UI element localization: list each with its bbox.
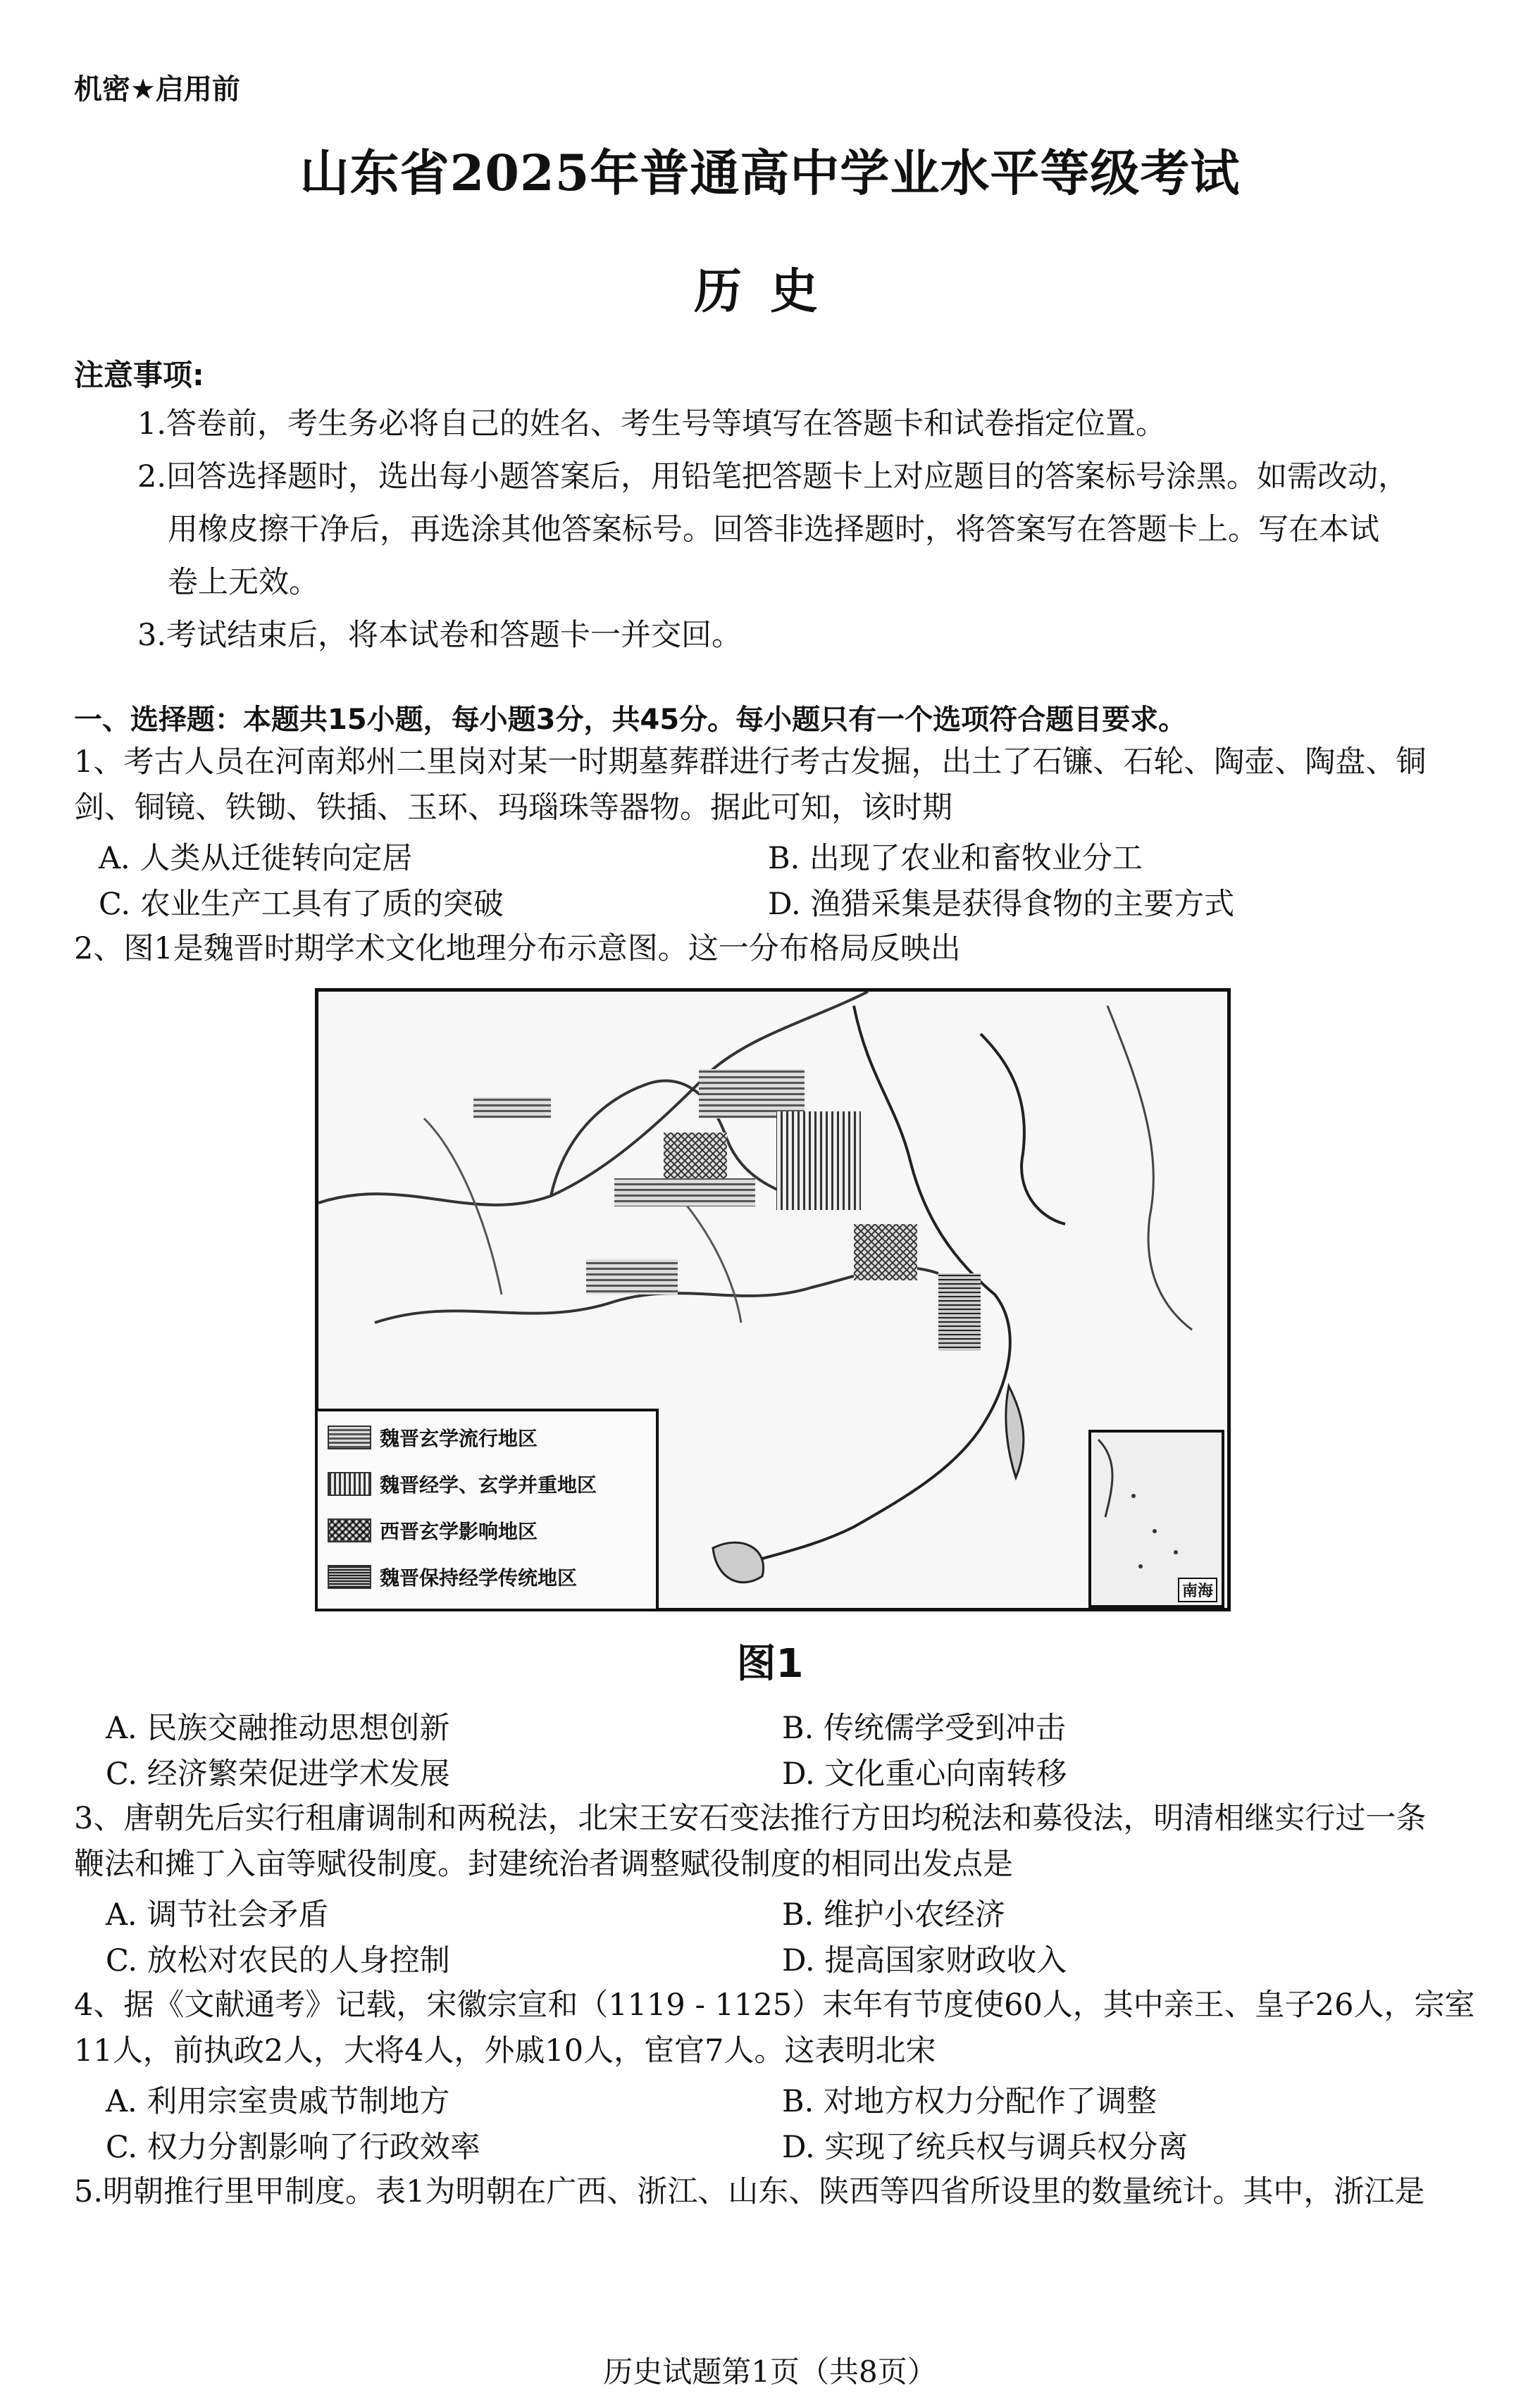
- page-footer: 历史试题第1页（共8页）: [603, 2354, 937, 2389]
- pattern-region-jing-xuan: [776, 1111, 861, 1210]
- pattern-region-jiangnan: [854, 1224, 917, 1280]
- q3-option-d: D. 提高国家财政收入: [782, 1943, 1067, 1978]
- legend-label-3: 西晋玄学影响地区: [380, 1520, 538, 1543]
- q1-option-b: B. 出现了农业和畜牧业分工: [768, 841, 1143, 876]
- tributary-line-2: [685, 1203, 741, 1323]
- legend-row-1: [328, 1420, 538, 1455]
- q4-option-d: D. 实现了统兵权与调兵权分离: [782, 2130, 1188, 2165]
- legend-swatch-2: [328, 1472, 371, 1496]
- legend-row-4: [328, 1559, 577, 1595]
- legend-row-2: [328, 1466, 597, 1502]
- hainan-island-shape: [713, 1542, 764, 1583]
- q4-option-a: A. 利用宗室贵戚节制地方: [106, 2084, 450, 2119]
- tributary-line-1: [424, 1118, 502, 1295]
- south-sea-inset: [1088, 1430, 1224, 1608]
- pattern-region-xuanxue-influence: [664, 1133, 727, 1182]
- q3-option-c: C. 放松对农民的人身控制: [106, 1943, 450, 1978]
- notice-heading: 注意事项:: [74, 358, 204, 392]
- q1-option-a: A. 人类从迁徙转向定居: [99, 841, 413, 876]
- pattern-region-northwest: [614, 1178, 755, 1206]
- q2-option-d: D. 文化重心向南转移: [782, 1757, 1067, 1792]
- notice-line-1: 1.答卷前，考生务必将自己的姓名、考生号等填写在答题卡和试卷指定位置。: [137, 406, 1167, 442]
- q5-stem-line-1: 5.明朝推行里甲制度。表1为明朝在广西、浙江、山东、陕西等四省所设里的数量统计。其中，浙江是: [74, 2174, 1425, 2209]
- map-legend: [315, 1409, 659, 1611]
- q3-stem-line-2: 鞭法和摊丁入亩等赋役制度。封建统治者调整赋役制度的相同出发点是: [74, 1847, 1013, 1882]
- q2-option-b: B. 传统儒学受到冲击: [782, 1711, 1066, 1746]
- section-heading: 一、选择题：本题共15小题，每小题3分，共45分。每小题只有一个选项符合题目要求。: [74, 704, 1187, 736]
- notice-line-4: 卷上无效。: [168, 565, 319, 600]
- q4-stem-line-2: 11人，前执政2人，大将4人，外戚10人，宦官7人。这表明北宋: [74, 2033, 936, 2069]
- q3-option-b: B. 维护小农经济: [782, 1897, 1005, 1933]
- inset-island-dot: [1153, 1529, 1157, 1533]
- pattern-region-north: [699, 1069, 805, 1118]
- exam-title: 山东省2025年普通高中学业水平等级考试: [299, 144, 1241, 202]
- q2-option-a: A. 民族交融推动思想创新: [106, 1711, 450, 1746]
- q1-option-c: C. 农业生产工具有了质的突破: [99, 887, 504, 922]
- q2-option-c: C. 经济繁荣促进学术发展: [106, 1757, 450, 1792]
- q2-stem-line-1: 2、图1是魏晋时期学术文化地理分布示意图。这一分布格局反映出: [74, 931, 961, 966]
- legend-label-2: 魏晋经学、玄学并重地区: [380, 1473, 597, 1497]
- inset-island-dot: [1138, 1564, 1143, 1568]
- subject-title: 历史: [693, 263, 846, 320]
- inset-island-dot: [1131, 1494, 1136, 1498]
- taiwan-island-shape: [1006, 1386, 1024, 1478]
- notice-line-5: 3.考试结束后，将本试卷和答题卡一并交回。: [137, 618, 743, 653]
- pattern-region-hexi: [473, 1097, 551, 1118]
- q4-stem-line-1: 4、据《文献通考》记载，宋徽宗宣和（1119 - 1125）末年有节度使60人，其中亲王、皇子26人，宗室: [74, 1988, 1475, 2023]
- confidential-label: 机密★启用前: [74, 73, 240, 106]
- legend-swatch-4: [328, 1565, 371, 1589]
- q1-stem-line-2: 剑、铜镜、铁锄、铁插、玉环、玛瑙珠等器物。据此可知，该时期: [74, 790, 952, 825]
- q1-stem-line-1: 1、考古人员在河南郑州二里岗对某一时期墓葬群进行考古发掘，出土了石镰、石轮、陶壶、陶盘、铜: [74, 744, 1427, 780]
- q3-option-a: A. 调节社会矛盾: [106, 1897, 329, 1933]
- pattern-region-coast: [938, 1273, 981, 1351]
- q4-option-c: C. 权力分割影响了行政效率: [106, 2130, 480, 2165]
- notice-line-2: 2.回答选择题时，选出每小题答案后，用铅笔把答题卡上对应题目的答案标号涂黑。如需改动，: [137, 459, 1409, 494]
- legend-swatch-1: [328, 1426, 371, 1449]
- legend-label-4: 魏晋保持经学传统地区: [380, 1566, 578, 1590]
- q4-option-b: B. 对地方权力分配作了调整: [782, 2084, 1157, 2119]
- legend-swatch-3: [328, 1518, 371, 1542]
- inset-coast-line: [1098, 1440, 1112, 1517]
- japan-coast-line: [1107, 1006, 1192, 1330]
- figure-caption: 图1: [736, 1641, 804, 1687]
- korean-coast-line: [981, 1034, 1065, 1224]
- legend-row-3: [328, 1513, 538, 1548]
- pattern-region-sichuan: [586, 1259, 678, 1295]
- q1-option-d: D. 渔猎采集是获得食物的主要方式: [768, 887, 1235, 922]
- legend-label-1: 魏晋玄学流行地区: [380, 1427, 538, 1450]
- inset-island-dot: [1174, 1550, 1178, 1554]
- notice-line-3: 用橡皮擦干净后，再选涂其他答案标号。回答非选择题时，将答案写在答题卡上。写在本试: [168, 512, 1379, 547]
- q3-stem-line-1: 3、唐朝先后实行租庸调制和两税法，北宋王安石变法推行方田均税法和募役法，明清相继实行过一条: [74, 1801, 1427, 1836]
- inset-label: 南海: [1178, 1578, 1217, 1602]
